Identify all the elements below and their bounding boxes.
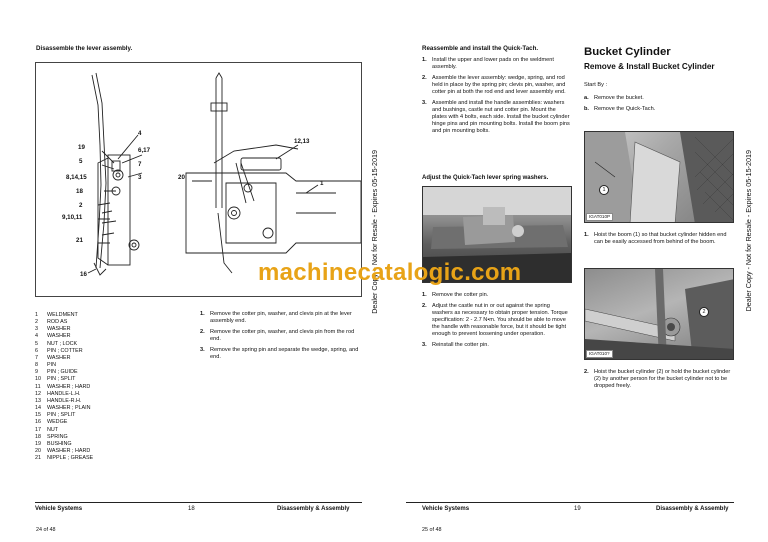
step-text: Hoist the boom (1) so that bucket cylinder hidden end can be easily accessed from behind of the boom. [594, 232, 727, 245]
part-name: WASHER [47, 326, 71, 333]
step-text: Remove the bucket. [594, 95, 644, 101]
part-name: PIN ; SPLIT [47, 376, 76, 383]
photo1-callout-1: 1 [599, 185, 609, 195]
part-name: ROD AS [47, 319, 68, 326]
parts-list-row [35, 333, 185, 340]
step-number: 1. [422, 292, 427, 298]
step-number: 1. [422, 57, 427, 63]
part-name: NUT [47, 426, 59, 433]
section-title: Bucket Cylinder [584, 46, 671, 58]
step-item [422, 342, 572, 349]
start-by-label: Start By : [584, 82, 608, 88]
part-number: 13 [35, 397, 41, 404]
bucket-step-2 [584, 369, 734, 394]
callout-1: 1 [320, 180, 324, 187]
callout-18: 18 [76, 188, 83, 195]
step-number: 3. [200, 346, 205, 353]
part-number: 17 [35, 426, 41, 433]
part-number: 16 [35, 419, 41, 426]
step-item [200, 311, 365, 325]
step-item [200, 347, 365, 361]
step-item [584, 106, 734, 113]
callout-12-13: 12,13 [294, 138, 310, 145]
step-item [422, 75, 570, 96]
step-number: 1. [584, 232, 589, 238]
reassemble-heading: Reassemble and install the Quick-Tach. [422, 45, 539, 52]
watermark: machinecatalogic.com [258, 259, 522, 286]
part-name: PIN [47, 362, 56, 369]
part-number: 15 [35, 412, 41, 419]
adjust-steps [422, 292, 572, 353]
parts-list-row [35, 348, 185, 355]
left-steps [200, 311, 365, 365]
part-name: PIN ; GUIDE [47, 369, 78, 376]
parts-list-row [35, 391, 185, 398]
part-name: NUT ; LOCK [47, 340, 78, 347]
part-name: HANDLE-L.H. [47, 390, 81, 397]
part-number: 10 [35, 376, 41, 383]
photo1-label: IGAT010P [586, 213, 613, 221]
step-text: Remove the cotter pin. [432, 292, 489, 298]
step-text: Adjust the castle nut in or out against the spring washers as necessary to obtain proper tension. Torque specification: 2 - 2.7 N•m. You should be able to move the handle with reasonable force, but it should be tight enough to prevent loosening under operation. [432, 302, 568, 337]
step-item [200, 329, 365, 343]
parts-list-row [35, 362, 185, 369]
parts-list-row [35, 312, 185, 319]
step-number: 3. [422, 341, 427, 348]
part-number: 4 [35, 333, 38, 340]
left-page-heading: Disassemble the lever assembly. [36, 45, 133, 52]
parts-list-row [35, 441, 185, 448]
bucket-cylinder-photo-graphic [585, 269, 734, 360]
part-name: WASHER ; PLAIN [47, 405, 91, 412]
start-by-steps [584, 95, 734, 117]
part-number: 21 [35, 455, 41, 462]
part-name: WASHER [47, 354, 71, 361]
step-text: Assemble the lever assembly: wedge, spring, and rod held in place by the spring pin; clevis pin, washer, and cotter pin at both the rod end and lever assembly end. [432, 74, 566, 95]
left-page-count: 24 of 48 [36, 527, 56, 533]
right-page-count: 25 of 48 [422, 527, 442, 533]
parts-list-row [35, 326, 185, 333]
callout-20: 20 [178, 174, 185, 181]
parts-list-row [35, 376, 185, 383]
parts-list [35, 312, 185, 462]
callout-21: 21 [76, 237, 83, 244]
bucket-step-1 [584, 232, 734, 250]
right-footer-rule [406, 502, 734, 503]
callout-8-14-15: 8,14,15 [66, 174, 87, 181]
photo2-label: IGAT010? [586, 350, 613, 358]
part-name: WELDMENT [47, 312, 78, 318]
step-text: Remove the Quick-Tach. [594, 105, 656, 112]
left-footer-page: 18 [188, 506, 195, 512]
step-text: Reinstall the cotter pin. [432, 341, 489, 348]
part-number: 19 [35, 440, 41, 447]
step-number: 2. [200, 328, 205, 335]
parts-list-row [35, 398, 185, 405]
part-number: 8 [35, 362, 38, 369]
step-text: Hoist the bucket cylinder (2) or hold the bucket cylinder (2) by another person for the bucket cylinder not to be dropped freely. [594, 369, 731, 389]
callout-2: 2 [79, 202, 83, 209]
subsection-title: Remove & Install Bucket Cylinder [584, 62, 715, 71]
parts-list-row [35, 319, 185, 326]
parts-list-row [35, 427, 185, 434]
callout-5: 5 [79, 158, 83, 165]
step-text: Remove the cotter pin, washer, and clevis pin from the rod end. [210, 328, 355, 342]
callout-3: 3 [138, 174, 142, 181]
part-name: WASHER ; HARD [47, 447, 91, 454]
step-number: 2. [422, 302, 427, 309]
adjust-heading: Adjust the Quick-Tach lever spring washers. [422, 175, 549, 181]
left-footer-rule [35, 502, 362, 503]
parts-list-row [35, 369, 185, 376]
step-item [584, 232, 734, 246]
right-footer-page: 19 [574, 506, 581, 512]
part-name: NIPPLE ; GREASE [47, 455, 94, 462]
part-name: WASHER ; HARD [47, 383, 91, 390]
part-number: 1 [35, 312, 38, 318]
right-footer-section: Disassembly & Assembly [656, 506, 729, 512]
part-number: 20 [35, 447, 41, 454]
step-number: 2. [422, 74, 427, 81]
right-side-stamp: Dealer Copy - Not for Resale - Expires 05-15-2019 [744, 150, 753, 312]
part-number: 5 [35, 340, 38, 347]
parts-list-row [35, 455, 185, 462]
callout-9-10-11: 9,10,11 [62, 214, 83, 221]
step-item [422, 57, 570, 71]
step-text: Install the upper and lower pads on the weldment assembly. [432, 57, 554, 70]
step-number: 3. [422, 99, 427, 106]
parts-list-row [35, 341, 185, 348]
step-text: Assemble and install the handle assemblies: washers and bushings, castle nut and cotter pin. Mount the plates with 4 bolts, each side. Install the bucket cylinder hinge pins and pin mounting bolts. Install the boom pins and pin mounting bolts. [432, 99, 570, 134]
step-number: 1. [200, 311, 205, 317]
boom-photo-graphic [585, 132, 734, 223]
step-item [584, 369, 734, 390]
right-footer-title: Vehicle Systems [422, 506, 470, 512]
step-number: b. [584, 105, 589, 112]
part-number: 18 [35, 433, 41, 440]
callout-19: 19 [78, 144, 85, 151]
left-footer-section: Disassembly & Assembly [277, 506, 350, 512]
photo2-callout-2: 2 [699, 307, 709, 317]
parts-list-row [35, 434, 185, 441]
step-number: a. [584, 95, 589, 101]
left-footer-title: Vehicle Systems [35, 506, 83, 512]
parts-list-row [35, 412, 185, 419]
callout-6-17: 6,17 [138, 147, 151, 154]
bucket-cylinder-photo [584, 268, 734, 360]
step-text: Remove the cotter pin, washer, and clevis pin at the lever assembly end. [210, 311, 352, 324]
part-name: HANDLE-R.H. [47, 397, 82, 404]
part-number: 9 [35, 369, 38, 376]
reassemble-steps [422, 57, 570, 139]
part-number: 7 [35, 354, 38, 361]
callout-7: 7 [138, 161, 142, 168]
part-number: 3 [35, 326, 38, 333]
part-name: PIN ; SPLIT [47, 412, 76, 419]
part-number: 12 [35, 390, 41, 397]
part-number: 6 [35, 347, 38, 354]
part-number: 14 [35, 405, 41, 412]
step-item [422, 100, 570, 135]
parts-list-row [35, 419, 185, 426]
parts-list-row [35, 355, 185, 362]
boom-photo [584, 131, 734, 223]
part-name: PIN ; COTTER [47, 347, 83, 354]
part-number: 2 [35, 319, 38, 326]
part-number: 11 [35, 383, 41, 390]
part-name: WASHER [47, 333, 71, 340]
step-text: Remove the spring pin and separate the wedge, spring, and end. [210, 346, 359, 360]
step-number: 2. [584, 369, 589, 375]
center-side-stamp: Dealer Copy -- Not for Resale - Expires 05-15-2019 [370, 150, 379, 314]
part-name: WEDGE [47, 419, 68, 426]
callout-4: 4 [138, 130, 142, 137]
step-item [422, 292, 572, 299]
parts-list-row [35, 448, 185, 455]
step-item [422, 303, 572, 338]
part-name: SPRING [47, 433, 68, 440]
part-name: BUSHING [47, 440, 72, 447]
parts-list-row [35, 384, 185, 391]
parts-list-row [35, 405, 185, 412]
step-item [584, 95, 734, 102]
callout-16: 16 [80, 271, 87, 278]
